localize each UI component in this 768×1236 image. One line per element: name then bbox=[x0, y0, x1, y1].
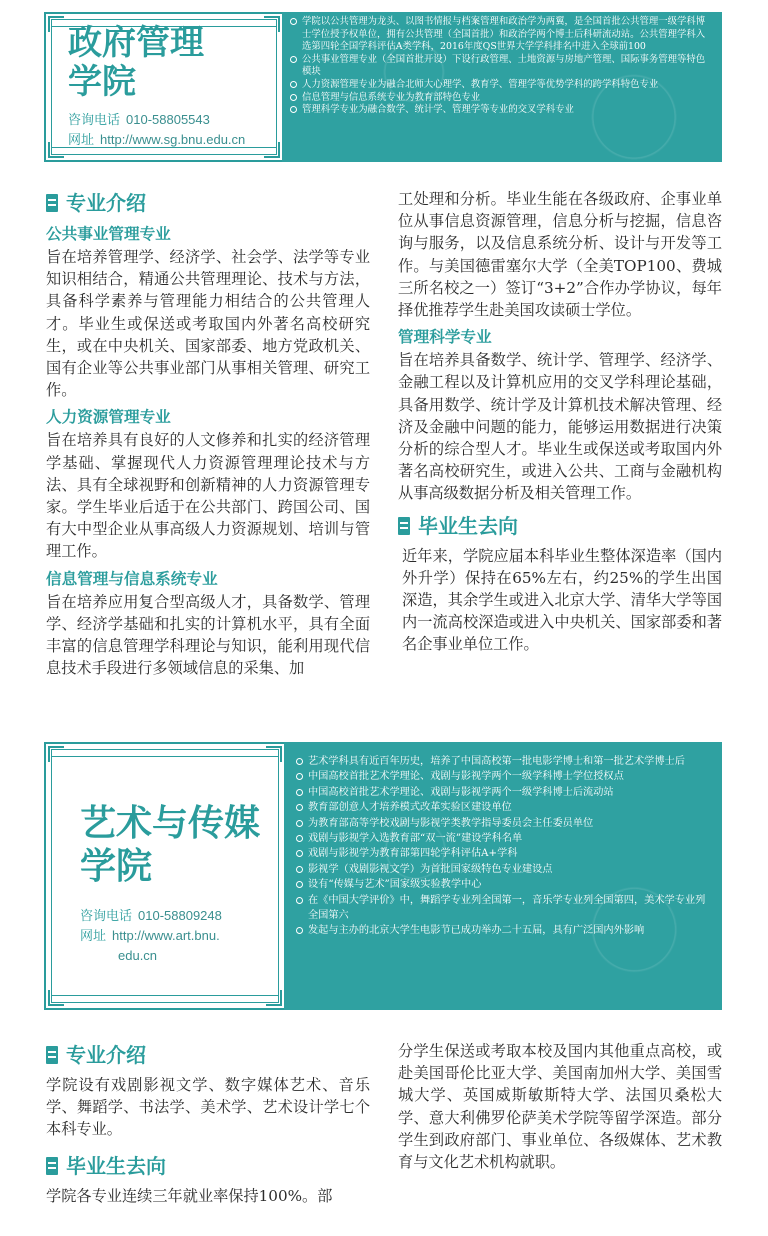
corner-ornament bbox=[264, 16, 280, 32]
circle-bullet-icon bbox=[296, 881, 303, 888]
circle-bullet-icon bbox=[290, 106, 297, 113]
section-marker-icon bbox=[46, 1046, 58, 1064]
career-description: 近年来，学院应届本科毕业生整体深造率（国内外升学）保持在65%左右，约25%的学生出国深造，其余学生或进入北京大学、清华大学等国内一流高校深造或进入中央机关、国家部委和著名企事业单位工作。 bbox=[402, 546, 722, 654]
highlight-item: 为教育部高等学校戏剧与影视学类教学指导委员会主任委员单位 bbox=[296, 816, 712, 831]
major-title: 公共事业管理专业 bbox=[46, 224, 171, 243]
content-column-right bbox=[398, 188, 722, 656]
school-name bbox=[80, 802, 260, 888]
corner-ornament bbox=[48, 990, 64, 1006]
circle-bullet-icon bbox=[296, 789, 303, 796]
corner-ornament bbox=[48, 16, 64, 32]
circle-bullet-icon bbox=[290, 81, 297, 88]
career-description-continued: 分学生保送或考取本校及国内其他重点高校，或赴美国哥伦比亚大学、美国南加州大学、美国雪城大学、英国威斯敏斯特大学、法国贝桑松大学、意大利佛罗伦萨美术学院等留学深造。部分学生到政府部门、事业单位、各级媒体、艺术教育与文化艺术机构就职。 bbox=[398, 1042, 722, 1172]
circle-bullet-icon bbox=[296, 850, 303, 857]
circle-bullet-icon bbox=[296, 758, 303, 765]
highlight-item: 戏剧与影视学为教育部第四轮学科评估A+学科 bbox=[296, 846, 712, 861]
major-description: 旨在培养管理学、经济学、社会学、法学等专业知识相结合，精通公共管理理论、技术与方法，具备科学素养与管理能力相结合的公共管理人才。毕业生或保送或考取国内外著名高校研究生，或在中央机关、国家部委、地方党政机关、国有企业等公共事业部门从事相关管理、研究工作。 bbox=[46, 248, 370, 400]
intro-description: 学院设有戏剧影视文学、数字媒体艺术、音乐学、舞蹈学、书法学、美术学、艺术设计学七个本科专业。 bbox=[46, 1076, 370, 1139]
highlight-item: 管理科学专业为融合数学、统计学、管理学等专业的交叉学科专业 bbox=[290, 104, 714, 117]
section-heading: 专业介绍 bbox=[46, 188, 370, 218]
school-name-line: 学院 bbox=[68, 62, 136, 103]
highlight-item: 教育部创意人才培养模式改革实验区建设单位 bbox=[296, 800, 712, 815]
major-description: 旨在培养应用复合型高级人才，具备数学、管理学、经济学基础和扎实的计算机水平，具有全面丰富的信息管理学科理论与知识，能利用现代信息技术手段进行多领域信息的采集、加 bbox=[46, 592, 370, 678]
circle-bullet-icon bbox=[296, 804, 303, 811]
section-marker-icon bbox=[46, 194, 58, 212]
phone-label: 咨询电话 bbox=[68, 112, 121, 127]
circle-bullet-icon bbox=[296, 835, 303, 842]
school-name-line: 政府管理 bbox=[68, 23, 204, 63]
corner-ornament bbox=[266, 990, 282, 1006]
circle-bullet-icon bbox=[290, 18, 297, 25]
phone-number: 010-58805543 bbox=[126, 112, 210, 127]
major-description: 旨在培养具备数学、统计学、管理学、经济学、金融工程以及计算机应用的交叉学科理论基础，具备用数学、统计学及计算机技术解决管理、经济及金融中问题的能力，能够运用数据进行决策分析的综合型人才。毕业生或保送或考取国内外著名高校研究生，或进入公共、工商与金融机构从事高级数据分析及相关管理工作。 bbox=[398, 351, 722, 503]
phone-number: 010-58809248 bbox=[138, 908, 222, 923]
website-label: 网址 bbox=[80, 928, 107, 943]
corner-ornament bbox=[264, 142, 280, 158]
major-title: 人力资源管理专业 bbox=[46, 407, 171, 427]
circle-bullet-icon bbox=[296, 820, 303, 827]
section-marker-icon bbox=[398, 517, 410, 535]
school-name-card bbox=[44, 742, 286, 1010]
section-heading: 毕业生去向 bbox=[398, 511, 722, 541]
school-name bbox=[68, 24, 204, 102]
content-column-left bbox=[46, 188, 370, 679]
circle-bullet-icon bbox=[296, 866, 303, 873]
circle-bullet-icon bbox=[296, 927, 303, 934]
highlight-item: 戏剧与影视学入选教育部“双一流”建设学科名单 bbox=[296, 831, 712, 846]
school-name-line: 学院 bbox=[80, 845, 153, 888]
phone-label: 咨询电话 bbox=[80, 908, 133, 923]
school-name-line: 艺术与传媒 bbox=[80, 802, 261, 844]
highlight-item: 发起与主办的北京大学生电影节已成功举办二十五届，具有广泛国内外影响 bbox=[296, 923, 712, 938]
highlight-item: 人力资源管理专业为融合北师大心理学、教育学、管理学等优势学科的跨学科特色专业 bbox=[290, 79, 714, 92]
website-label: 网址 bbox=[68, 132, 95, 147]
school-header-art-media bbox=[44, 742, 722, 1010]
content-column-left bbox=[46, 1040, 370, 1207]
major-title: 信息管理与信息系统专业 bbox=[46, 568, 218, 588]
school-header-government bbox=[44, 12, 722, 162]
highlight-item: 学院以公共管理为龙头、以图书情报与档案管理和政治学为两翼，是全国首批公共管理一级学科博士学位授予权单位，拥有公共管理（全国首批）和政治学两个博士后科研流动站。公共管理学科入选第四轮全国学科评估A类学科，2016年度QS世界大学学科排名中进入全球前100 bbox=[290, 16, 714, 54]
section-heading: 专业介绍 bbox=[46, 1040, 370, 1070]
contact-info bbox=[68, 110, 245, 150]
highlight-item: 中国高校首批艺术学理论、戏剧与影视学两个一级学科博士学位授权点 bbox=[296, 769, 712, 784]
career-description: 学院各专业连续三年就业率保持100%。部 bbox=[46, 1186, 333, 1205]
circle-bullet-icon bbox=[290, 56, 297, 63]
section-heading: 毕业生去向 bbox=[46, 1151, 370, 1181]
section-marker-icon bbox=[46, 1157, 58, 1175]
corner-ornament bbox=[48, 746, 64, 762]
highlight-item: 公共事业管理专业（全国首批开设）下设行政管理、土地资源与房地产管理、国际事务管理等特色模块 bbox=[290, 54, 714, 79]
contact-info bbox=[80, 906, 222, 966]
corner-ornament bbox=[48, 142, 64, 158]
highlights-box bbox=[282, 12, 722, 162]
corner-ornament bbox=[266, 746, 282, 762]
highlight-item: 在《中国大学评价》中，舞蹈学专业列全国第一，音乐学专业列全国第四，美术学专业列全国第六 bbox=[296, 893, 712, 924]
content-column-right bbox=[398, 1040, 722, 1173]
highlight-item: 信息管理与信息系统专业为教育部特色专业 bbox=[290, 92, 714, 105]
circle-bullet-icon bbox=[296, 773, 303, 780]
circle-bullet-icon bbox=[296, 897, 303, 904]
highlight-item: 艺术学科具有近百年历史，培养了中国高校第一批电影学博士和第一批艺术学博士后 bbox=[296, 754, 712, 769]
school-name-card bbox=[44, 12, 284, 162]
major-description-continued: 工处理和分析。毕业生能在各级政府、企事业单位从事信息资源管理，信息分析与挖掘，信息咨询与服务，以及信息系统分析、设计与开发等工作。与美国德雷塞尔大学（全美TOP100、费城三所名校之一）签订“3+2”合作办学协议，每年择优推荐学生赴美国攻读硕士学位。 bbox=[398, 190, 722, 320]
highlight-item: 设有“传媒与艺术”国家级实验教学中心 bbox=[296, 877, 712, 892]
circle-bullet-icon bbox=[290, 94, 297, 101]
major-description: 旨在培养具有良好的人文修养和扎实的经济管理学基础、掌握现代人力资源管理理论技术与方法、具有全球视野和创新精神的人力资源管理专家。学生毕业后适于在公共部门、跨国公司、国有大中型企业从事高级人力资源规划、培训与管理工作。 bbox=[46, 431, 370, 561]
highlight-item: 影视学（戏剧影视文学）为首批国家级特色专业建设点 bbox=[296, 862, 712, 877]
website-link[interactable]: http://www.sg.bnu.edu.cn bbox=[100, 132, 246, 147]
website-link[interactable]: http://www.art.bnu. bbox=[112, 928, 220, 943]
major-title: 管理科学专业 bbox=[398, 327, 492, 347]
highlights-box bbox=[284, 742, 722, 1010]
website-link-continued[interactable]: edu.cn bbox=[118, 948, 158, 963]
highlight-item: 中国高校首批艺术学理论、戏剧与影视学两个一级学科博士后流动站 bbox=[296, 785, 712, 800]
